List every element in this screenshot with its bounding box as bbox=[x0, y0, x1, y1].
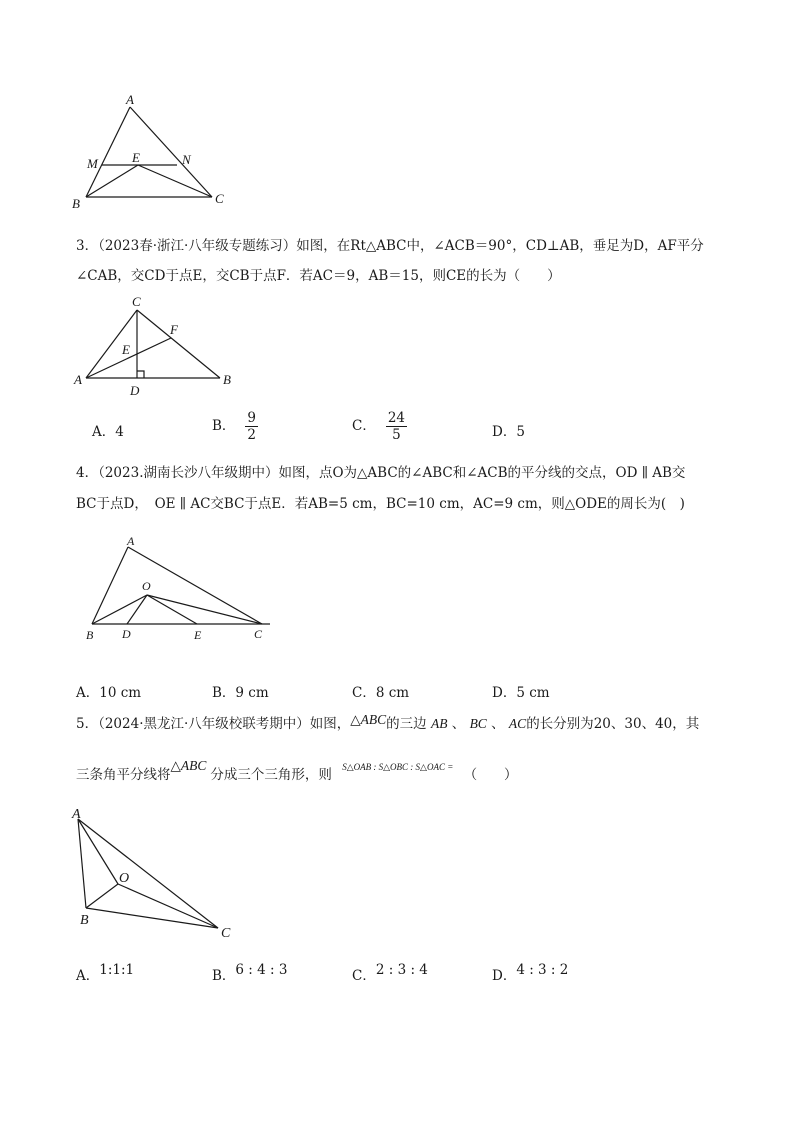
q3-option-a-value: 4 bbox=[115, 424, 124, 440]
q4-label-a: A bbox=[127, 534, 135, 548]
q4-segment-od bbox=[127, 595, 147, 624]
q4-side-ab bbox=[92, 547, 128, 624]
q5-length-3: 40 bbox=[655, 716, 673, 732]
q4-option-d[interactable]: D．5 cm bbox=[492, 685, 550, 701]
q5-option-c[interactable] bbox=[352, 962, 428, 986]
q5-side-ab-line bbox=[78, 819, 86, 908]
fig2-label-c: C bbox=[215, 191, 224, 206]
q3-option-c-denominator: 5 bbox=[392, 427, 401, 443]
q3-figure bbox=[60, 292, 250, 400]
q5-length-1: 20 bbox=[593, 716, 611, 732]
q5-figure bbox=[66, 802, 246, 942]
q4-option-c[interactable]: C．8 cm bbox=[352, 685, 410, 701]
q3-option-b-fraction bbox=[245, 410, 258, 443]
q4-label-o: O bbox=[142, 579, 151, 593]
q5-label-b: B bbox=[80, 913, 89, 928]
q5-stem-split: 分成三个三角形，则 bbox=[210, 767, 332, 783]
q3-stem-line1: 3．（2023春·浙江·八年级专题练习）如图，在Rt△ABC中，∠ACB＝90°，CD⊥AB，垂足为D，AF平分 bbox=[76, 238, 704, 254]
q4-label-c: C bbox=[254, 627, 263, 641]
q5-option-c-value: 2 : 3 : 4 bbox=[375, 962, 428, 978]
q3-option-b-denominator: 2 bbox=[247, 427, 257, 443]
q5-label-a: A bbox=[72, 807, 81, 822]
q5-segment-ao bbox=[78, 819, 118, 884]
q5-option-a-label: A． bbox=[76, 968, 100, 984]
q4-option-b[interactable]: B．9 cm bbox=[212, 685, 269, 701]
q3-option-c-numerator: 24 bbox=[387, 410, 406, 426]
q3-side-cb bbox=[137, 310, 220, 378]
q5-side-ac: AC bbox=[508, 716, 527, 731]
q5-sep-2: 、 bbox=[491, 716, 505, 732]
q5-side-bc: BC bbox=[469, 716, 487, 731]
fig2-label-e: E bbox=[132, 150, 140, 165]
fig2-side-ac bbox=[130, 107, 212, 197]
q4-stem-line1: 4．（2023.湖南长沙八年级期中）如图，点O为△ABC的∠ABC和∠ACB的平分线的交点，OD ∥ AB交 bbox=[76, 465, 686, 481]
figure-triangle-mn bbox=[60, 90, 240, 215]
fig2-label-a: A bbox=[126, 92, 134, 107]
q5-option-a-value: 1:1:1 bbox=[99, 962, 135, 978]
q5-stem-sides: 的三边 bbox=[386, 716, 427, 732]
q5-sep-1: 、 bbox=[451, 716, 466, 732]
q3-option-c-label: C． bbox=[352, 418, 376, 434]
q5-option-d-value: 4 : 3 : 2 bbox=[516, 962, 569, 978]
q5-option-a[interactable] bbox=[76, 962, 135, 986]
q5-answer-paren: （ ） bbox=[463, 767, 518, 783]
q5-stem-line1: 5．（2024·黑龙江·八年级校联考期中）如图，△ABC的三边 AB 、 BC 、 AC的长分别为20、30、40，其 bbox=[76, 712, 700, 732]
q3-label-a: A bbox=[74, 372, 82, 387]
q5-segment-bo bbox=[86, 884, 118, 908]
q5-label-c: C bbox=[221, 926, 231, 941]
q3-right-angle-mark bbox=[137, 371, 144, 378]
q5-length-2: 30 bbox=[624, 716, 642, 732]
q3-option-c[interactable] bbox=[352, 410, 407, 443]
q4-segment-co bbox=[147, 595, 262, 624]
q5-option-b[interactable] bbox=[212, 962, 288, 986]
q5-segment-co bbox=[118, 884, 218, 928]
q4-label-e: E bbox=[194, 628, 202, 642]
q3-option-b[interactable] bbox=[212, 410, 258, 443]
q4-option-a[interactable]: A．10 cm bbox=[76, 685, 142, 701]
q5-stem-line2 bbox=[76, 758, 518, 786]
q3-option-d[interactable] bbox=[492, 422, 525, 442]
q5-option-c-label: C． bbox=[352, 968, 376, 984]
q5-stem-lengths: 的长分别为 bbox=[526, 716, 594, 732]
q3-option-a-label: A． bbox=[92, 424, 116, 440]
q5-side-bc-line bbox=[86, 908, 218, 928]
q5-area-ratio-expression: S△OAB : S△OBC : S△OAC = bbox=[342, 762, 454, 772]
q3-option-b-numerator: 9 bbox=[247, 410, 257, 426]
fig2-label-b: B bbox=[72, 196, 80, 211]
q4-figure bbox=[80, 533, 280, 645]
q4-label-d: D bbox=[122, 627, 131, 641]
q5-label-o: O bbox=[119, 871, 130, 886]
fig2-label-m: M bbox=[87, 156, 98, 171]
q3-option-b-label: B． bbox=[212, 418, 236, 434]
q3-stem-line2: ∠CAB，交CD于点E，交CB于点F．若AC＝9，AB＝15，则CE的长为（ ） bbox=[76, 268, 561, 284]
q3-label-f: F bbox=[170, 322, 178, 337]
q3-label-e: E bbox=[122, 342, 130, 357]
q3-label-b: B bbox=[223, 372, 231, 387]
q3-option-d-value: 5 bbox=[516, 424, 525, 440]
q5-stem-intro: 5．（2024·黑龙江·八年级校联考期中）如图， bbox=[76, 716, 351, 732]
q5-triangle-abc-1: △ABC bbox=[350, 712, 387, 727]
q5-option-d-label: D． bbox=[492, 968, 517, 984]
q3-option-c-fraction bbox=[386, 410, 407, 443]
fig2-label-n: N bbox=[182, 152, 191, 167]
q4-label-b: B bbox=[86, 628, 94, 642]
q3-label-d: D bbox=[130, 383, 140, 398]
q5-option-b-value: 6 : 4 : 3 bbox=[235, 962, 288, 978]
q5-stem-end: ，其 bbox=[672, 716, 700, 732]
q3-option-d-label: D． bbox=[492, 424, 517, 440]
q3-option-a[interactable] bbox=[92, 422, 124, 442]
q4-segment-oe bbox=[147, 595, 197, 624]
q5-option-b-label: B． bbox=[212, 968, 236, 984]
q5-triangle-abc-2: △ABC bbox=[170, 758, 207, 773]
q5-stem-bisectors: 三条角平分线将 bbox=[76, 767, 171, 783]
fig2-segment-ce bbox=[138, 165, 212, 197]
q4-segment-bo bbox=[92, 595, 147, 624]
q5-option-d[interactable] bbox=[492, 962, 569, 986]
q5-side-ac-line bbox=[78, 819, 218, 928]
q3-label-c: C bbox=[132, 294, 141, 309]
q5-side-ab: AB bbox=[430, 716, 448, 731]
q4-stem-line2: BC于点D， OE ∥ AC交BC于点E．若AB=5 cm，BC=10 cm，AC=9 cm，则△ODE的周长为( ) bbox=[76, 496, 685, 512]
